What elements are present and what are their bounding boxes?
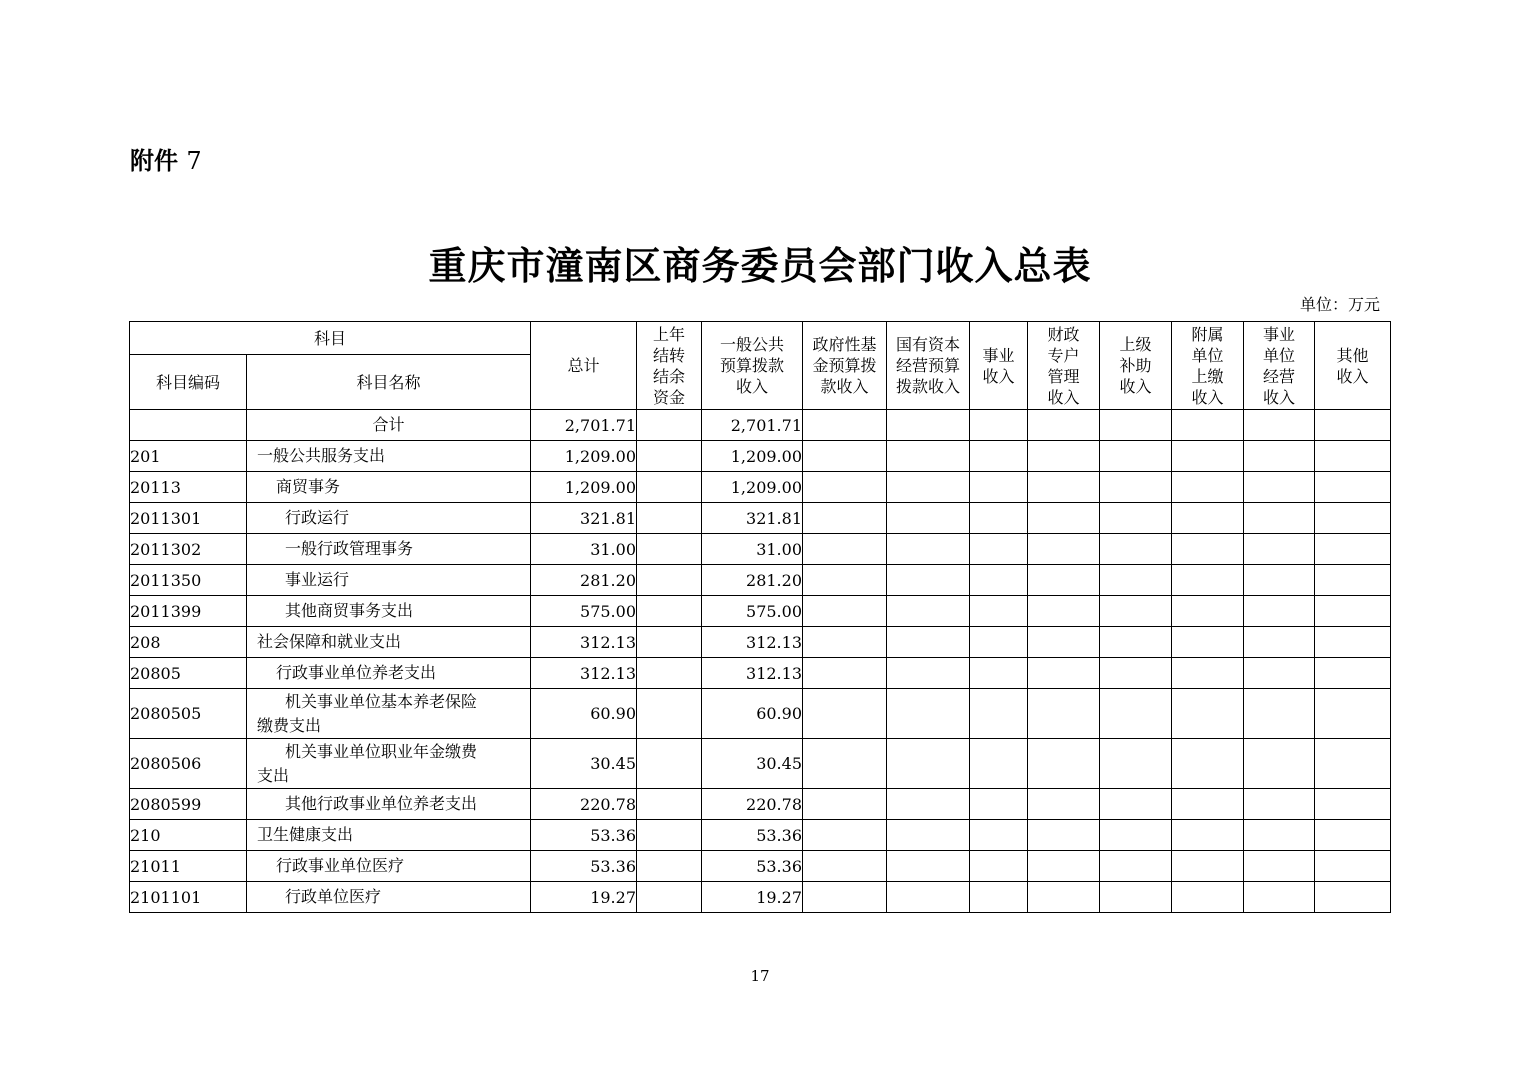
row-operating xyxy=(1244,689,1315,739)
row-general-budget: 321.81 xyxy=(702,503,803,534)
row-total: 53.36 xyxy=(531,820,637,851)
row-carryover xyxy=(637,851,702,882)
row-carryover xyxy=(637,565,702,596)
row-gov-fund xyxy=(803,820,887,851)
row-affiliated xyxy=(1172,851,1244,882)
row-business xyxy=(970,739,1028,789)
row-other xyxy=(1315,739,1391,789)
row-fiscal-account xyxy=(1028,565,1100,596)
row-operating xyxy=(1244,820,1315,851)
row-code: 2080505 xyxy=(130,689,247,739)
row-state-capital xyxy=(887,410,970,441)
row-name: 合计 xyxy=(247,410,531,441)
row-business xyxy=(970,410,1028,441)
row-business xyxy=(970,627,1028,658)
row-superior-subsidy xyxy=(1100,441,1172,472)
row-gov-fund xyxy=(803,472,887,503)
row-gov-fund xyxy=(803,851,887,882)
row-gov-fund xyxy=(803,503,887,534)
row-business xyxy=(970,534,1028,565)
row-superior-subsidy xyxy=(1100,820,1172,851)
row-general-budget: 19.27 xyxy=(702,882,803,913)
row-operating xyxy=(1244,534,1315,565)
header-fiscal-account: 财政专户管理收入 xyxy=(1028,322,1100,410)
header-gov-fund: 政府性基金预算拨款收入 xyxy=(803,322,887,410)
row-code: 2011399 xyxy=(130,596,247,627)
row-carryover xyxy=(637,503,702,534)
row-name: 其他行政事业单位养老支出 xyxy=(247,789,531,820)
row-name: 机关事业单位基本养老保险 缴费支出 xyxy=(247,689,531,739)
table-row xyxy=(130,534,1391,565)
row-affiliated xyxy=(1172,820,1244,851)
row-business xyxy=(970,503,1028,534)
row-superior-subsidy xyxy=(1100,882,1172,913)
row-general-budget: 575.00 xyxy=(702,596,803,627)
row-other xyxy=(1315,596,1391,627)
row-name: 行政单位医疗 xyxy=(247,882,531,913)
row-carryover xyxy=(637,472,702,503)
row-code: 2080599 xyxy=(130,789,247,820)
row-general-budget: 312.13 xyxy=(702,658,803,689)
table-row xyxy=(130,596,1391,627)
row-state-capital xyxy=(887,851,970,882)
row-affiliated xyxy=(1172,596,1244,627)
row-fiscal-account xyxy=(1028,820,1100,851)
row-affiliated xyxy=(1172,627,1244,658)
row-affiliated xyxy=(1172,534,1244,565)
row-name: 机关事业单位职业年金缴费 支出 xyxy=(247,739,531,789)
table-row xyxy=(130,851,1391,882)
row-fiscal-account xyxy=(1028,441,1100,472)
row-other xyxy=(1315,441,1391,472)
row-name: 一般公共服务支出 xyxy=(247,441,531,472)
row-gov-fund xyxy=(803,410,887,441)
row-gov-fund xyxy=(803,441,887,472)
unit-label: 单位：万元 xyxy=(1299,295,1380,314)
income-summary-table xyxy=(129,321,1391,913)
row-name: 行政运行 xyxy=(247,503,531,534)
header-code: 科目编码 xyxy=(130,355,247,410)
row-carryover xyxy=(637,658,702,689)
row-other xyxy=(1315,534,1391,565)
header-subject: 科目 xyxy=(130,322,531,355)
row-name: 其他商贸事务支出 xyxy=(247,596,531,627)
header-carryover: 上年结转结余资金 xyxy=(637,322,702,410)
table-row xyxy=(130,565,1391,596)
row-other xyxy=(1315,410,1391,441)
row-total: 575.00 xyxy=(531,596,637,627)
row-carryover xyxy=(637,627,702,658)
row-carryover xyxy=(637,820,702,851)
row-gov-fund xyxy=(803,627,887,658)
table-row xyxy=(130,689,1391,739)
row-affiliated xyxy=(1172,472,1244,503)
table-row xyxy=(130,472,1391,503)
row-code: 2101101 xyxy=(130,882,247,913)
row-fiscal-account xyxy=(1028,627,1100,658)
row-state-capital xyxy=(887,534,970,565)
row-state-capital xyxy=(887,882,970,913)
row-state-capital xyxy=(887,565,970,596)
row-carryover xyxy=(637,739,702,789)
row-affiliated xyxy=(1172,441,1244,472)
row-other xyxy=(1315,658,1391,689)
row-business xyxy=(970,689,1028,739)
row-general-budget: 53.36 xyxy=(702,820,803,851)
row-superior-subsidy xyxy=(1100,851,1172,882)
row-general-budget: 31.00 xyxy=(702,534,803,565)
row-carryover xyxy=(637,689,702,739)
row-affiliated xyxy=(1172,410,1244,441)
row-other xyxy=(1315,689,1391,739)
row-fiscal-account xyxy=(1028,739,1100,789)
row-state-capital xyxy=(887,596,970,627)
row-affiliated xyxy=(1172,739,1244,789)
row-fiscal-account xyxy=(1028,689,1100,739)
row-total: 312.13 xyxy=(531,658,637,689)
row-gov-fund xyxy=(803,882,887,913)
row-fiscal-account xyxy=(1028,534,1100,565)
row-other xyxy=(1315,820,1391,851)
row-name: 卫生健康支出 xyxy=(247,820,531,851)
header-total: 总计 xyxy=(531,322,637,410)
row-fiscal-account xyxy=(1028,789,1100,820)
row-business xyxy=(970,565,1028,596)
row-operating xyxy=(1244,789,1315,820)
row-general-budget: 2,701.71 xyxy=(702,410,803,441)
row-total: 312.13 xyxy=(531,627,637,658)
row-code: 2011302 xyxy=(130,534,247,565)
row-operating xyxy=(1244,441,1315,472)
row-superior-subsidy xyxy=(1100,627,1172,658)
row-fiscal-account xyxy=(1028,596,1100,627)
row-superior-subsidy xyxy=(1100,472,1172,503)
row-general-budget: 220.78 xyxy=(702,789,803,820)
row-carryover xyxy=(637,441,702,472)
row-gov-fund xyxy=(803,739,887,789)
header-general-budget: 一般公共预算拨款收入 xyxy=(702,322,803,410)
row-fiscal-account xyxy=(1028,472,1100,503)
row-general-budget: 312.13 xyxy=(702,627,803,658)
row-business xyxy=(970,658,1028,689)
row-affiliated xyxy=(1172,789,1244,820)
row-operating xyxy=(1244,739,1315,789)
row-general-budget: 30.45 xyxy=(702,739,803,789)
row-total: 321.81 xyxy=(531,503,637,534)
row-total: 1,209.00 xyxy=(531,472,637,503)
row-superior-subsidy xyxy=(1100,658,1172,689)
row-other xyxy=(1315,789,1391,820)
row-state-capital xyxy=(887,820,970,851)
row-carryover xyxy=(637,596,702,627)
row-business xyxy=(970,820,1028,851)
row-total: 220.78 xyxy=(531,789,637,820)
header-affiliated: 附属单位上缴收入 xyxy=(1172,322,1244,410)
row-total: 31.00 xyxy=(531,534,637,565)
row-code: 201 xyxy=(130,441,247,472)
row-operating xyxy=(1244,658,1315,689)
row-affiliated xyxy=(1172,565,1244,596)
row-name: 事业运行 xyxy=(247,565,531,596)
row-affiliated xyxy=(1172,503,1244,534)
row-name: 一般行政管理事务 xyxy=(247,534,531,565)
table-row xyxy=(130,410,1391,441)
row-general-budget: 281.20 xyxy=(702,565,803,596)
row-gov-fund xyxy=(803,658,887,689)
row-carryover xyxy=(637,882,702,913)
row-business xyxy=(970,596,1028,627)
row-other xyxy=(1315,851,1391,882)
table-row xyxy=(130,882,1391,913)
row-gov-fund xyxy=(803,565,887,596)
row-fiscal-account xyxy=(1028,851,1100,882)
row-state-capital xyxy=(887,658,970,689)
row-fiscal-account xyxy=(1028,882,1100,913)
row-gov-fund xyxy=(803,789,887,820)
row-gov-fund xyxy=(803,534,887,565)
table-row xyxy=(130,789,1391,820)
row-carryover xyxy=(637,410,702,441)
row-operating xyxy=(1244,627,1315,658)
row-superior-subsidy xyxy=(1100,410,1172,441)
row-other xyxy=(1315,503,1391,534)
row-name: 行政事业单位医疗 xyxy=(247,851,531,882)
row-state-capital xyxy=(887,739,970,789)
row-operating xyxy=(1244,596,1315,627)
row-carryover xyxy=(637,789,702,820)
attachment-label: 附件 7 xyxy=(130,147,202,175)
table-row xyxy=(130,658,1391,689)
row-other xyxy=(1315,565,1391,596)
table-row xyxy=(130,441,1391,472)
row-name: 商贸事务 xyxy=(247,472,531,503)
header-business: 事业收入 xyxy=(970,322,1028,410)
table-row xyxy=(130,627,1391,658)
row-gov-fund xyxy=(803,689,887,739)
row-code: 208 xyxy=(130,627,247,658)
row-total: 53.36 xyxy=(531,851,637,882)
row-code: 20805 xyxy=(130,658,247,689)
row-superior-subsidy xyxy=(1100,789,1172,820)
row-superior-subsidy xyxy=(1100,689,1172,739)
row-operating xyxy=(1244,410,1315,441)
row-other xyxy=(1315,882,1391,913)
row-state-capital xyxy=(887,503,970,534)
row-total: 19.27 xyxy=(531,882,637,913)
row-operating xyxy=(1244,472,1315,503)
row-operating xyxy=(1244,882,1315,913)
row-code xyxy=(130,410,247,441)
row-operating xyxy=(1244,565,1315,596)
row-superior-subsidy xyxy=(1100,503,1172,534)
table-row xyxy=(130,739,1391,789)
row-fiscal-account xyxy=(1028,503,1100,534)
row-superior-subsidy xyxy=(1100,739,1172,789)
row-business xyxy=(970,882,1028,913)
header-name: 科目名称 xyxy=(247,355,531,410)
row-name: 行政事业单位养老支出 xyxy=(247,658,531,689)
row-general-budget: 1,209.00 xyxy=(702,472,803,503)
row-affiliated xyxy=(1172,689,1244,739)
header-operating: 事业单位经营收入 xyxy=(1244,322,1315,410)
row-state-capital xyxy=(887,627,970,658)
row-code: 21011 xyxy=(130,851,247,882)
row-superior-subsidy xyxy=(1100,596,1172,627)
row-business xyxy=(970,472,1028,503)
row-fiscal-account xyxy=(1028,658,1100,689)
row-total: 30.45 xyxy=(531,739,637,789)
row-state-capital xyxy=(887,441,970,472)
row-other xyxy=(1315,472,1391,503)
page-number: 17 xyxy=(750,967,770,985)
table-row xyxy=(130,820,1391,851)
row-carryover xyxy=(637,534,702,565)
header-other: 其他收入 xyxy=(1315,322,1391,410)
row-code: 2080506 xyxy=(130,739,247,789)
row-operating xyxy=(1244,851,1315,882)
row-total: 281.20 xyxy=(531,565,637,596)
row-business xyxy=(970,441,1028,472)
row-business xyxy=(970,851,1028,882)
row-general-budget: 53.36 xyxy=(702,851,803,882)
page-title: 重庆市潼南区商务委员会部门收入总表 xyxy=(428,243,1092,288)
row-business xyxy=(970,789,1028,820)
row-superior-subsidy xyxy=(1100,565,1172,596)
row-superior-subsidy xyxy=(1100,534,1172,565)
row-total: 1,209.00 xyxy=(531,441,637,472)
row-other xyxy=(1315,627,1391,658)
row-code: 210 xyxy=(130,820,247,851)
row-affiliated xyxy=(1172,658,1244,689)
row-operating xyxy=(1244,503,1315,534)
row-code: 2011301 xyxy=(130,503,247,534)
row-code: 20113 xyxy=(130,472,247,503)
row-total: 2,701.71 xyxy=(531,410,637,441)
row-code: 2011350 xyxy=(130,565,247,596)
row-state-capital xyxy=(887,472,970,503)
row-name: 社会保障和就业支出 xyxy=(247,627,531,658)
table-row xyxy=(130,503,1391,534)
row-affiliated xyxy=(1172,882,1244,913)
row-gov-fund xyxy=(803,596,887,627)
row-state-capital xyxy=(887,689,970,739)
row-fiscal-account xyxy=(1028,410,1100,441)
row-total: 60.90 xyxy=(531,689,637,739)
header-state-capital: 国有资本经营预算拨款收入 xyxy=(887,322,970,410)
row-state-capital xyxy=(887,789,970,820)
row-general-budget: 60.90 xyxy=(702,689,803,739)
row-general-budget: 1,209.00 xyxy=(702,441,803,472)
header-superior-subsidy: 上级补助收入 xyxy=(1100,322,1172,410)
